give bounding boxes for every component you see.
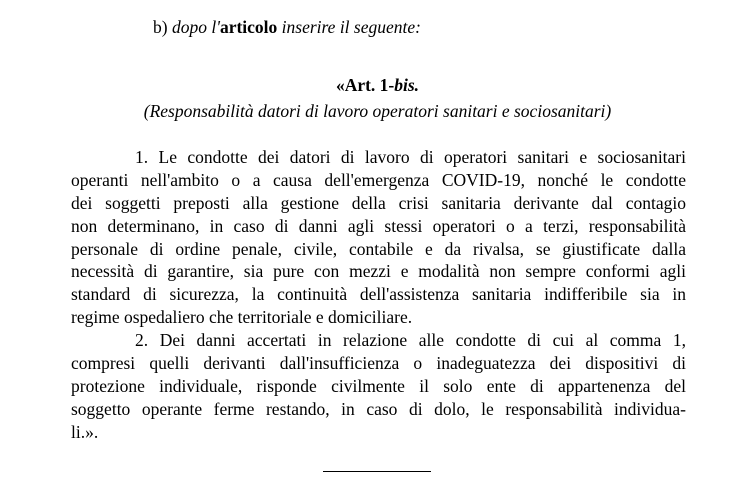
amendment-instruction xyxy=(153,14,421,40)
article-title-prefix: «Art. 1- xyxy=(335,75,395,95)
instruction-keyword: articolo xyxy=(219,17,278,37)
instruction-text-before: dopo l' xyxy=(171,17,220,37)
article-body xyxy=(71,146,686,444)
text-line: non determinano, in caso di danni agli stessi operatori o a terzi, responsabilità xyxy=(71,215,686,236)
instruction-text-after: inserire il seguente: xyxy=(277,17,421,37)
article-title-suffix: bis. xyxy=(394,75,420,95)
text-line: soggetto operante ferme restando, in caso di dolo, le responsabilità individua- xyxy=(71,398,686,419)
instruction-letter: b) xyxy=(153,17,168,37)
article-title xyxy=(0,72,755,98)
footnote-separator xyxy=(323,471,431,472)
text-line: regime ospedaliero che territoriale e domiciliare. xyxy=(71,307,413,328)
text-line: dei soggetti preposti alla gestione della crisi sanitaria derivante dal contagio xyxy=(71,192,686,213)
text-line: compresi quelli derivanti dall'insufficienza o inadeguatezza dei dispositivi di xyxy=(71,353,686,374)
paragraph-2 xyxy=(71,329,686,443)
text-line: personale di ordine penale, civile, contabile e da rivalsa, se giustificate dalla xyxy=(71,238,686,259)
text-line: necessità di garantire, sia pure con mezzi e modalità non sempre conformi agli xyxy=(71,261,686,282)
text-line: li.». xyxy=(71,421,99,442)
text-line: standard di sicurezza, la continuità dell'assistenza sanitaria indifferibile sia in xyxy=(71,284,686,305)
paragraph-1 xyxy=(71,146,686,329)
text-line: 2. Dei danni accertati in relazione alle condotte di cui al comma 1, xyxy=(135,330,686,351)
article-subtitle: (Responsabilità datori di lavoro operatori sanitari e sociosanitari) xyxy=(143,101,612,121)
text-line: protezione individuale, risponde civilmente il solo ente di appartenenza del xyxy=(71,375,686,396)
text-line: operanti nell'ambito o a causa dell'emergenza COVID-19, nonché le condotte xyxy=(71,169,686,190)
text-line: 1. Le condotte dei datori di lavoro di operatori sanitari e sociosanitari xyxy=(135,147,686,167)
